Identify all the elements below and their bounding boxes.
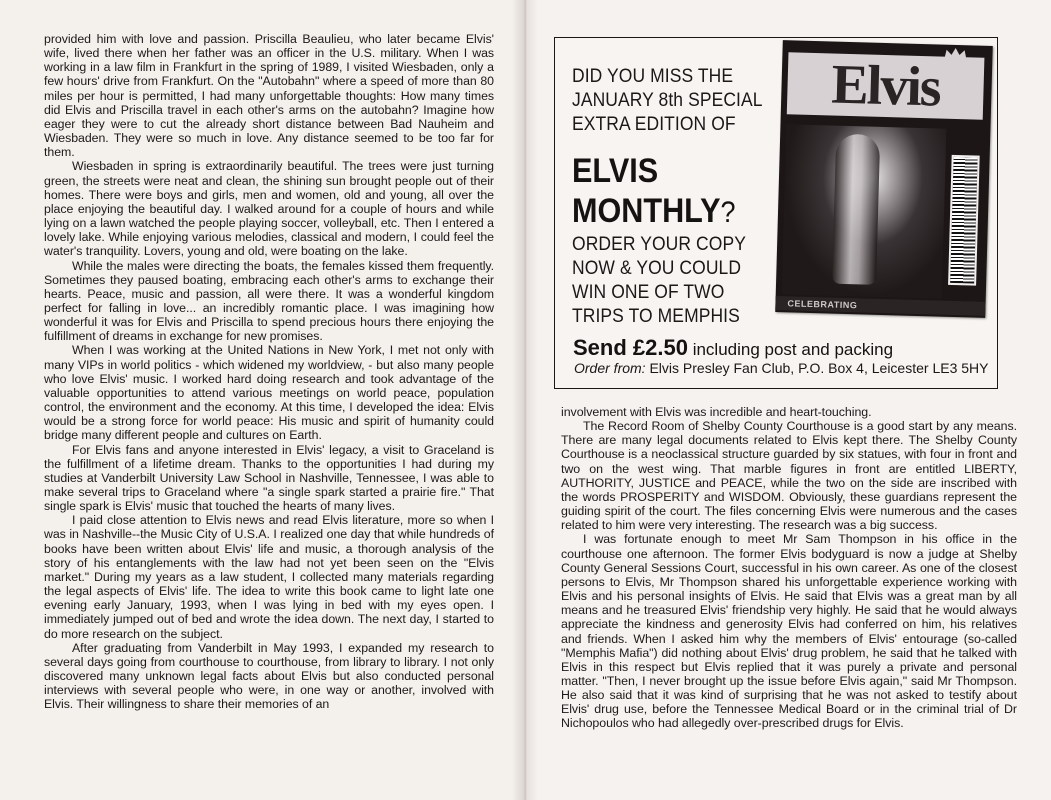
paragraph: For Elvis fans and anyone interested in Elvis' legacy, a visit to Graceland is the fulfillment of a lifetime dream. Thanks to the opportunities I had during my studies at Vanderbilt University Law School in Nashville, Tennessee, I was able to make several trips to Graceland where "a single spark started a prairie fire." That single spark is Elvis' music that touched the hearts of many lives. — [44, 442, 494, 514]
advert-line: NOW & YOU COULD — [572, 258, 742, 279]
advert-line: ORDER YOUR COPY — [572, 234, 746, 255]
paragraph: provided him with love and passion. Priscilla Beaulieu, who later became Elvis' wife, lived there when her father was an officer in the U.S. military. When I was working in a law film in Frankfurt in the spring of 1989, I visited Wiesbaden, only a few hours' drive from Frankfurt. On the "Autobahn" where a speed of more than 80 miles per hour is permitted, I had many unforgettable thoughts: How many times did Elvis and Priscilla travel in each other's arms on the autobahn? Imagine how eager they were to cut the already short distance between Bad Nauheim and Wiesbaden. They were so much in love. Any distance seemed to be too far for them. — [44, 32, 494, 160]
advert-line: JANUARY 8th SPECIAL — [572, 90, 763, 111]
magazine-banner: CELEBRATING — [775, 296, 985, 316]
magazine-cover-image — [775, 40, 993, 318]
paragraph: When I was working at the United Nations in New York, I met not only with many VIPs in world politics - which widened my worldview, - but also many people who love Elvis' music. I worked hard doing research and took advantage of the valuable opportunities to attend various meetings on world peace, population control, the environment and the economy. At this time, I developed the idea: Elvis would be a strong force for world peace: His music and spirit of humanity could bridge many different people and cultures on Earth. — [44, 343, 494, 443]
paragraph: While the males were directing the boats, the females kissed them frequently. Sometimes they paused boating, embracing each other's arms to exchange their hearts. Peace, music and passion, all were there. It was a wonderful kingdom perfect for falling in love... an incredibly romantic place. I was imagining how wonderful it was for Elvis and Priscilla to spend precious hours there enjoying the fulfillment of dreams in exchange for new promises. — [44, 258, 494, 344]
advert-line: WIN ONE OF TWO — [572, 282, 725, 303]
advert-big-title: ELVIS — [572, 152, 659, 190]
paragraph: After graduating from Vanderbilt in May 1993, I expanded my research to several days going from courthouse to courthouse, from library to library. I not only discovered many unknown legal facts about Elvis but also conducted personal interviews with several people who were, in one way or another, involved with Elvis. Their willingness to share their memories of an — [44, 640, 494, 712]
left-text-column — [44, 32, 494, 712]
advert-big-title — [572, 191, 788, 233]
crown-icon — [942, 47, 968, 62]
question-mark: ? — [720, 196, 736, 229]
order-label: Order from: — [574, 360, 646, 376]
elvis-monthly-advert — [554, 37, 998, 389]
advert-big-title-text: MONTHLY — [572, 192, 721, 230]
advert-price-note: including post and packing — [692, 340, 894, 359]
book-gutter — [512, 0, 538, 800]
paragraph: I was fortunate enough to meet Mr Sam Thompson in his office in the courthouse one afternoon. The former Elvis bodyguard is now a judge at Shelby County General Sessions Court, successful in his own career. As one of the closest persons to Elvis, Mr Thompson shared his unforgettable experience working with Elvis and his personal insights of Elvis. He said that Elvis was a great man by all means and he treasured Elvis' friendship very highly. He said that he would always appreciate the kindness and generosity Elvis had conferred on him, his relatives and friends. When I asked him why the members of Elvis' entourage (so-called "Memphis Mafia") did nothing about Elvis' drug problem, he said that he talked with Elvis in this respect but Elvis replied that it was purely a private and personal matter. "Then, I never brought up the issue before Elvis again," said Mr Thompson. He also said that it was kind of surprising that he was not asked to testify about Elvis' drug use, before the Tennessee Medical Board or in the criminal trial of Dr Nichopoulos who had allegedly over-prescribed drugs for Elvis. — [561, 532, 1017, 731]
advert-order-line — [574, 360, 988, 376]
advert-line: DID YOU MISS THE — [572, 66, 734, 87]
paragraph: I paid close attention to Elvis news and read Elvis literature, more so when I was in Nashville--the Music City of U.S.A. I realized one day that while hundreds of books have been written about Elvis' life and music, a thorough analysis of the story of his entanglements with the law had not yet been seen on the "Elvis market." During my years as a law student, I collected many materials regarding the legal aspects of Elvis' life. The idea to write this book came to light late one evening early January, 1993, when I was lying in bed with my eyes open. I immediately jumped out of bed and wrote the idea down. The next day, I started to do more research on the subject. — [44, 513, 494, 641]
advert-price: Send £2.50 — [573, 335, 688, 360]
barcode — [948, 155, 980, 286]
paragraph: The Record Room of Shelby County Courthouse is a good start by any means. There are many legal documents related to Elvis kept there. The Shelby County Courthouse is a neoclassical structure guarded by six statues, with four in front and two on the west wing. That marble figures in front are entitled LIBERTY, AUTHORITY, JUSTICE and PEACE, while the two on the side are inscribed with the words PROSPERITY and WISDOM. Obviously, these guardians represent the guiding spirit of the court. The files concerning Elvis were numerous and the cases related to him were very interesting. The research was a big success. — [561, 419, 1017, 533]
paragraph: Wiesbaden in spring is extraordinarily beautiful. The trees were just turning green, the streets were neat and clean, the shining sun brought people out of their homes. There were boys and girls, men and women, old and young, all over the place enjoying the beautiful day. I walked around for a couple of hours and while lying on a lawn watched the people playing soccer, volleyball, etc. Then I entered a lovely lake. While enjoying various melodies, classical and modern, I could feel the water's tranquility. Lovers, young and old, were boating on the lake. — [44, 159, 494, 259]
right-text-column — [561, 405, 1017, 731]
advert-line: TRIPS TO MEMPHIS — [572, 306, 740, 327]
paragraph: involvement with Elvis was incredible and heart-touching. — [561, 405, 872, 419]
magazine-title: Elvis — [787, 52, 985, 119]
order-address: Elvis Presley Fan Club, P.O. Box 4, Leicester LE3 5HY — [649, 360, 989, 376]
advert-line: EXTRA EDITION OF — [572, 114, 736, 135]
advert-price-line — [573, 335, 893, 361]
elvis-photo — [782, 124, 947, 298]
elvis-figure — [832, 134, 880, 285]
